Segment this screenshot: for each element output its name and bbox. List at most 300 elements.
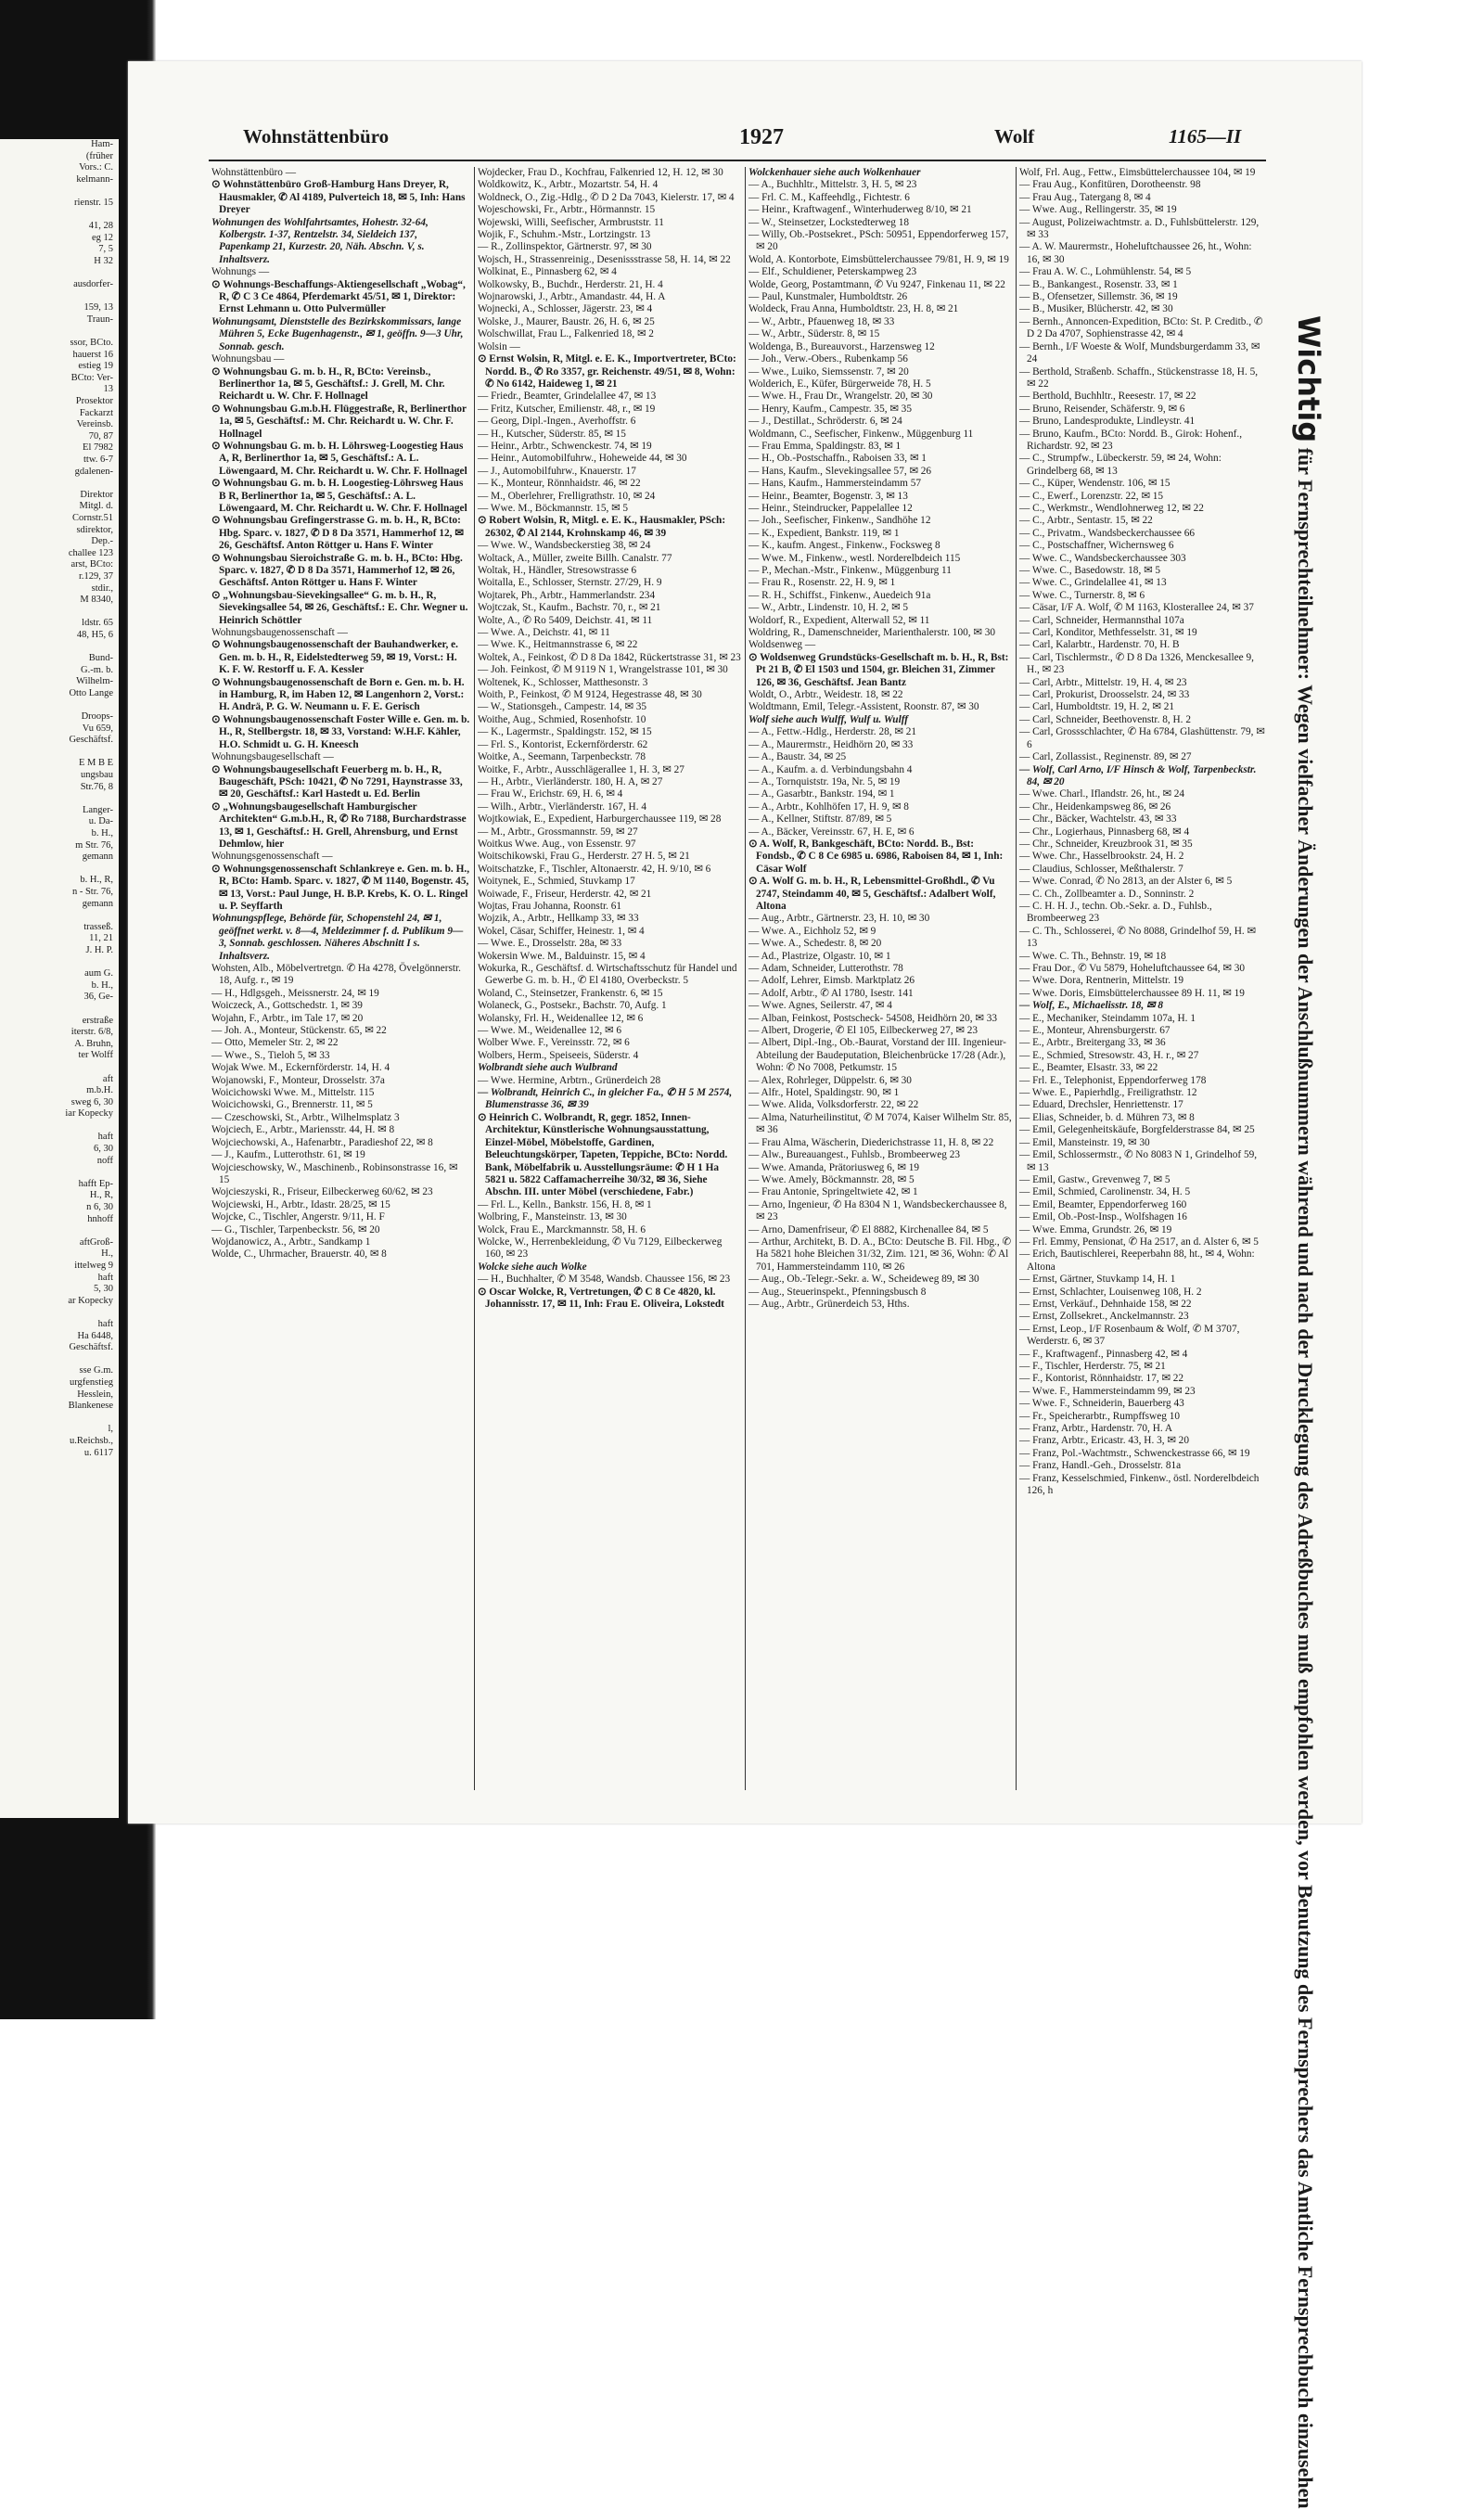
directory-entry: — Wilh., Arbtr., Vierländerstr. 167, H. 4 (478, 800, 647, 813)
directory-entry: — Wwe. E., Papierhdlg., Freiligrathstr. 12 (1019, 1087, 1197, 1099)
directory-entry: Wojnecki, A., Schlosser, Jägerstr. 23, ✉ 4 (478, 303, 653, 315)
directory-entry: — August, Polizeiwachtmstr. a. D., Fuhlsbüttelerstr. 129, ✉ 33 (1019, 216, 1260, 241)
prev-page-line: gdalenen- (74, 466, 113, 477)
directory-entry: — M., Oberlehrer, Frelligrathstr. 10, ✉ 24 (478, 490, 656, 502)
prev-page-line: haft (97, 1132, 113, 1143)
directory-entry: — A., Baustr. 34, ✉ 25 (748, 751, 847, 763)
directory-entry: — Wwe. M., Böckmannstr. 15, ✉ 5 (478, 502, 629, 514)
prev-page-line: u. Da- (88, 816, 113, 827)
directory-entry: Wolf siehe auch Wulff, Wulf u. Wulff (748, 713, 909, 725)
directory-entry: — Heinr., Kraftwagenf., Winterhuderweg 8/10, ✉ 21 (748, 204, 972, 216)
directory-entry: — Wwe. Charl., Iflandstr. 26, ht., ✉ 24 (1019, 788, 1185, 800)
directory-entry: — Wwe., S., Tieloh 5, ✉ 33 (211, 1049, 330, 1061)
directory-entry: — E., Arbtr., Breitergang 33, ✉ 36 (1019, 1037, 1166, 1049)
prev-page-line (4, 186, 119, 198)
directory-entry: — Wwe. C., Wandsbeckerchaussee 303 (1019, 552, 1186, 564)
directory-entry: Wokurka, R., Geschäftsf. d. Wirtschaftsschutz für Handel und Gewerbe G. m. b. H., ✆ El 4180, Overbeckstr. 5 (478, 963, 737, 987)
directory-entry: — Hans, Kaufm., Slevekingsallee 57, ✉ 26 (748, 465, 932, 477)
directory-entry: — Georg, Dipl.-Ingen., Averhoffstr. 6 (478, 416, 636, 428)
directory-entry: Wohnstättenbüro — (211, 167, 297, 178)
directory-entry: Woiwade, F., Friseur, Herderstr. 42, ✉ 21 (478, 888, 652, 900)
directory-entry: ⊙ Wohnungs-Beschaffungs-Aktiengesellschaft „Wobag“, R, ✆ C 3 Ce 4864, Pferdemarkt 45/51, ✉ 1, Direktor: Ernst Lehmann u. Otto Pulvermüller (211, 278, 466, 315)
directory-entry: — Bernh., I/F Woeste & Wolf, Mundsburgerdamm 33, ✉ 24 (1019, 340, 1260, 365)
prev-page-line: arst, BCto: (70, 559, 113, 570)
prev-page-line: hauerst 16 (72, 349, 113, 360)
prev-page-line: 5, 30 (94, 1284, 113, 1295)
header-rule (209, 160, 1266, 161)
directory-entry: Wolbring, F., Mansteinstr. 13, ✉ 30 (478, 1211, 627, 1223)
directory-entry: — Franz, Handl.-Geh., Drosselstr. 81a (1019, 1460, 1182, 1472)
directory-entry: ⊙ Wohnungsbau G.m.b.H. Flüggestraße, R, Berlinerthor 1a, ✉ 5, Geschäftsf.: M. Chr. Reichardt u. W. Chr. F. Hollnagel (211, 403, 467, 440)
directory-entry: — Wolf, Carl Arno, I/F Hinsch & Wolf, Tarpenbeckstr. 84, ✉ 20 (1019, 763, 1257, 787)
directory-entry: — Fr., Speicherarbtr., Rumpffsweg 10 (1019, 1410, 1180, 1422)
directory-entry: — Alma, Naturheilinstitut, ✆ M 7074, Kaiser Wilhelm Str. 85, ✉ 36 (748, 1111, 1012, 1136)
directory-entry: Woitynek, E., Schmied, Stuvkamp 17 (478, 876, 635, 888)
directory-entry: — Wwe. Conrad, ✆ No 2813, an der Alster 6, ✉ 5 (1019, 876, 1233, 888)
directory-entry: Wolaneck, G., Postsekr., Bachstr. 70, Aufg. 1 (478, 1000, 667, 1012)
header-page-number: 1165—II (1169, 125, 1242, 147)
prev-page-line: ausdorfer- (73, 279, 113, 290)
directory-entry: Wohnungsbaugenossenschaft — (211, 627, 348, 639)
directory-entry: Wolkowsky, B., Buchdr., Herderstr. 21, H. 4 (478, 278, 663, 290)
directory-entry: ⊙ „Wohnungsbaugesellschaft Hamburgischer Architekten“ G.m.b.H., R, ✆ Ro 7188, Burchardstrasse 13, ✉ 1, Geschäftsf.: H. Grell, Ahrensburg, und Ernst Dehmlow, hier (211, 800, 467, 850)
prev-page-line (4, 1062, 119, 1074)
directory-entry: ⊙ Wohnungsbau G. m. b. H. Löhrsweg-Loogestieg Haus A, R, Berlinerthor 1a, ✉ 5, Geschäftsf.: A. L. Löwengaard, M. Chr. Reichardt u. W. Chr. F. Hollnagel (211, 440, 467, 477)
directory-entry: — Willy, Ob.-Postsekret., PSch: 50951, Eppendorferweg 157, ✉ 20 (748, 229, 1009, 253)
directory-entry: Wolcke, W., Herrenbekleidung, ✆ Vu 7129, Eilbeckerweg 160, ✉ 23 (478, 1235, 723, 1261)
prev-page-line: n 6, 30 (86, 1202, 113, 1213)
directory-entry: Wojciewski, H., Arbtr., Idastr. 28/25, ✉ 15 (211, 1198, 390, 1210)
directory-entry: — Wwe. K., Heitmannstrasse 6, ✉ 22 (478, 639, 638, 651)
directory-entry: — H., Buchhalter, ✆ M 3548, Wandsb. Chaussee 156, ✉ 23 (478, 1274, 731, 1286)
directory-entry: Wojik, F., Schuhm.-Mstr., Lortzingstr. 13 (478, 229, 651, 241)
directory-entry: ⊙ Ernst Wolsin, R, Mitgl. e. E. K., Importvertreter, BCto: Nordd. B., ✆ Ro 3357, gr. Reichenstr. 49/51, ✉ 8, Wohn: ✆ No 6142, Haideweg 1, ✉ 21 (478, 353, 736, 390)
prev-page-line (4, 291, 119, 303)
directory-entry: — Cäsar, I/F A. Wolf, ✆ M 1163, Klosterallee 24, ✉ 37 (1019, 602, 1254, 614)
directory-entry: — Wwe. Emma, Grundstr. 26, ✉ 19 (1019, 1223, 1172, 1235)
directory-entry: — Emil, Beamter, Eppendorferweg 160 (1019, 1198, 1187, 1210)
prev-page-line: trasseß. (83, 921, 113, 932)
directory-entry: Woltek, A., Feinkost, ✆ D 8 Da 1842, Rückertstrasse 31, ✉ 23 (478, 651, 741, 663)
prev-page-line: 36, Ge- (83, 992, 113, 1003)
directory-entry: Wojcieschowsky, W., Maschinenb., Robinsonstrasse 16, ✉ 15 (211, 1161, 458, 1185)
prev-page-line: b. H., R, (80, 875, 113, 886)
directory-entry: Wohnungen des Wohlfahrtsamtes, Hohestr. 32-64, Kolbergstr. 1-37, Rentzelstr. 34, Sieldeich 137, Papenkamp 21, Kurzestr. 20, Näh. Abschn. V, s. Inhaltsverz. (211, 216, 429, 265)
prev-page-line (4, 1004, 119, 1016)
prev-page-line: m.b.H. (86, 1085, 113, 1096)
directory-entry: — Frau R., Rosenstr. 22, H. 9, ✉ 1 (748, 577, 896, 589)
directory-entry: — Chr., Schneider, Kreuzbrook 31, ✉ 35 (1019, 838, 1193, 850)
prev-page-line (4, 268, 119, 280)
directory-entry: — Wwe. A., Schedestr. 8, ✉ 20 (748, 938, 882, 950)
directory-entry: — C., Werkmstr., Wendlohnerweg 12, ✉ 22 (1019, 502, 1204, 514)
directory-entry: — Frau Emma, Spaldingstr. 83, ✉ 1 (748, 440, 902, 452)
directory-entry: — Carl, Zollassist., Reginenstr. 89, ✉ 27 (1019, 751, 1192, 763)
directory-entry: — Paul, Kunstmaler, Humboldtstr. 26 (748, 291, 908, 303)
directory-entry: ⊙ A. Wolf, R, Bankgeschäft, BCto: Nordd. B., Bst: Fondsb., ✆ C 8 Ce 6985 u. 6986, Raboisen 84, ✉ 1, Inh: Cäsar Wolf (748, 838, 1004, 875)
directory-entry: — Wolf, E., Michaelisstr. 18, ✉ 8 (1019, 1000, 1163, 1012)
directory-entry: — Aug., Arbtr., Grünerdeich 53, Hths. (748, 1298, 910, 1310)
prev-page-line: Droops- (81, 711, 113, 723)
directory-entry: — Wwe. E., Drosselstr. 28a, ✉ 33 (478, 938, 622, 950)
directory-entry: — Carl, Prokurist, Droosselstr. 24, ✉ 33 (1019, 689, 1190, 701)
directory-entry: — Ernst, Leop., I/F Rosenbaum & Wolf, ✆ M 3707, Werderstr. 6, ✉ 37 (1019, 1323, 1240, 1348)
side-notice (1271, 315, 1326, 2509)
side-notice-text: für Fernsprechteilnehmer: Wegen vielfacher Änderungen der Anschlußnummern während und nach der Drucklegung des Adreßbuches muß empfohlen werden, vor Benutzung des Fernsprechers das Amtliche Fernsprechbuch einzusehen (1294, 447, 1317, 2509)
directory-entry: — F., Kontorist, Rönnhaidstr. 17, ✉ 22 (1019, 1373, 1184, 1385)
directory-entry: — Frau Aug., Konfitüren, Dorotheenstr. 98 (1019, 179, 1201, 191)
prev-page-line: 7, 5 (98, 244, 113, 255)
directory-entry: — Wwe. Doris, Eimsbüttelerchaussee 89 H. 11, ✉ 19 (1019, 987, 1245, 999)
directory-entry: Wolf, Frl. Aug., Fettw., Eimsbüttelerchaussee 104, ✉ 19 (1019, 167, 1256, 178)
prev-page-line: eg 12 (91, 232, 113, 243)
directory-entry: ⊙ Wohnungsbaugesellschaft Feuerberg m. b. H., R, Baugeschäft, PSch: 10421, ✆ No 7291, Haynstrasse 33, ✉ 20, Geschäftsf.: Karl Hastedt u. Ed. Berlin (211, 763, 463, 800)
directory-entry: — Aug., Steuerinspekt., Pfenningsbusch 8 (748, 1286, 927, 1298)
directory-entry: — Arthur, Architekt, B. D. A., BCto: Deutsche B. Fil. Hbg., ✆ Ha 5821 hohe Bleichen 31/32, Zim. 121, ✉ 36, Wohn: ✆ Al 701, Hammersteindamm 110, ✉ 26 (748, 1235, 1011, 1273)
prev-page-line: gemann (82, 851, 113, 863)
prev-page-line: Otto Lange (69, 687, 113, 698)
directory-entry: — Adolf, Lehrer, Eimsb. Marktplatz 26 (748, 975, 915, 987)
directory-entry: — Carl, Tischlermstr., ✆ D 8 Da 1326, Menckesallee 9, H., ✉ 23 (1019, 651, 1254, 676)
directory-entry: Wohnungsgenossenschaft — (211, 851, 333, 863)
directory-entry: — Franz, Kesselschmied, Finkenw., östl. Norderelbdeich 126, h (1019, 1472, 1260, 1497)
prev-page-line: hafft Ep- (78, 1178, 113, 1189)
directory-entry: — Emil, Schlossermstr., ✆ No 8083 N 1, Grindelhof 59, ✉ 13 (1019, 1149, 1258, 1173)
directory-entry: Wojzik, A., Arbtr., Hellkamp 33, ✉ 33 (478, 913, 639, 925)
directory-entry: Wokel, Cäsar, Schiffer, Heinestr. 1, ✉ 4 (478, 925, 645, 937)
directory-entry: — Wwe. Dora, Rentnerin, Mittelstr. 19 (1019, 975, 1184, 987)
directory-entry: Woldtmann, Emil, Telegr.-Assistent, Roonstr. 87, ✉ 30 (748, 701, 979, 713)
directory-entry: Wojcke, C., Tischler, Angerstr. 9/11, H. F (211, 1211, 385, 1223)
prev-page-line: Cornstr.51 (71, 513, 113, 523)
directory-entry: — Wwe. H., Frau Dr., Wrangelstr. 20, ✉ 30 (748, 390, 933, 403)
directory-entry: — Aug., Arbtr., Gärtnerstr. 23, H. 10, ✉ 30 (748, 913, 930, 925)
directory-entry: — Wwe. Alida, Volksdorferstr. 22, ✉ 22 (748, 1099, 919, 1111)
prev-page-line: r.129, 37 (78, 570, 113, 582)
directory-entry: — Wwe. Agnes, Seilerstr. 47, ✉ 4 (748, 1000, 892, 1012)
directory-entry: Wolck, Frau E., Marckmannstr. 58, H. 6 (478, 1223, 646, 1235)
prev-page-line (4, 700, 119, 712)
directory-entry: Wolte, A., ✆ Ro 5409, Deichstr. 41, ✉ 11 (478, 614, 653, 626)
directory-entry: — A., Gasarbtr., Bankstr. 194, ✉ 1 (748, 788, 895, 800)
prev-page-line: ittelweg 9 (74, 1261, 113, 1271)
prev-page-line: J. H. P. (85, 944, 113, 955)
directory-entry: — Arno, Damenfriseur, ✆ El 8882, Kirchenallee 84, ✉ 5 (748, 1223, 989, 1235)
directory-entry: — Ernst, Zollsekret., Anckelmannstr. 23 (1019, 1311, 1189, 1323)
directory-entry: Wolansky, Frl. H., Weidenallee 12, ✉ 6 (478, 1012, 644, 1024)
prev-page-line: Vu 659, (82, 723, 113, 734)
directory-entry: Woitkus Wwe. Aug., von Essenstr. 97 (478, 838, 636, 850)
directory-entry: — J., Automobilfuhrw., Knauerstr. 17 (478, 465, 636, 477)
directory-entry: — Emil, Mansteinstr. 19, ✉ 30 (1019, 1136, 1150, 1148)
prev-page-line: H., (101, 1248, 113, 1260)
directory-entry: — Alfr., Hotel, Spaldingstr. 90, ✉ 1 (748, 1087, 900, 1099)
directory-entry: — W., Arbtr., Lindenstr. 10, H. 2, ✉ 5 (748, 602, 909, 614)
directory-entry: — Czeschowski, St., Arbtr., Wilhelmsplatz 3 (211, 1111, 400, 1123)
directory-entry: Wojanowski, F., Monteur, Drosselstr. 37a (211, 1074, 385, 1086)
prev-page-line (4, 793, 119, 805)
directory-entry: Wojtczak, St., Kaufm., Bachstr. 70, r., ✉ 21 (478, 602, 661, 614)
directory-entry: — Carl, Kalarbtr., Hardenstr. 70, H. B (1019, 639, 1180, 651)
directory-entry: — Wwe. C., Turnerstr. 8, ✉ 6 (1019, 589, 1145, 601)
directory-entry: — Arno, Ingenieur, ✆ Ha 8304 N 1, Wandsbeckerchaussee 8, ✉ 23 (748, 1198, 1007, 1223)
directory-entry: — Carl, Grossschlachter, ✆ Ha 6784, Glashüttenstr. 79, ✉ 6 (1019, 726, 1265, 750)
directory-entry: Woltak, H., Händler, Stresowstrasse 6 (478, 565, 637, 576)
directory-entry: Woldeck, Frau Anna, Humboldtstr. 23, H. 8, ✉ 21 (748, 303, 959, 315)
directory-entry: — Elias, Schneider, b. d. Mühren 73, ✉ 8 (1019, 1111, 1195, 1123)
directory-entry: — Erich, Bautischlerei, Reeperbahn 88, ht., ✉ 4, Wohn: Altona (1019, 1248, 1255, 1273)
directory-entry: — Berthold, Straßenb. Schaffn., Stückenstrasse 18, H. 5, ✉ 22 (1019, 365, 1259, 390)
directory-entry: — Emil, Ob.-Post-Insp., Wolfshagen 16 (1019, 1211, 1187, 1223)
directory-entry: Wojtas, Frau Johanna, Roonstr. 61 (478, 900, 622, 912)
prev-page-line: ttw. 6-7 (83, 454, 113, 466)
header-left: Wohnstättenbüro (243, 125, 390, 147)
directory-entry: Wolske, J., Maurer, Baustr. 26, H. 6, ✉ 25 (478, 315, 655, 327)
directory-entry: — Alban, Feinkost, Postscheck- 54508, Heidhörn 20, ✉ 33 (748, 1012, 998, 1024)
directory-entry: — Wolbrandt, Heinrich C., in gleicher Fa., ✆ H 5 M 2574, Blumenstrasse 36, ✉ 39 (478, 1087, 733, 1111)
directory-entry: — E., Monteur, Ahrensburgerstr. 67 (1019, 1025, 1171, 1037)
directory-entry: — Chr., Heidenkampsweg 86, ✉ 26 (1019, 800, 1171, 813)
directory-entry: — C., Ewerf., Lorenzstr. 22, ✉ 15 (1019, 490, 1164, 502)
directory-entry: Woitke, F., Arbtr., Ausschlägerallee 1, H. 3, ✉ 27 (478, 763, 684, 775)
directory-entry: — A., Fettw.-Hdlg., Herderstr. 28, ✉ 21 (748, 726, 916, 738)
prev-page-line: Bund- (88, 653, 113, 664)
prev-page-line (4, 747, 119, 759)
prev-page-line (4, 864, 119, 876)
prev-page-line: 48, H5, 6 (76, 629, 113, 640)
directory-entry: Woland, C., Steinsetzer, Frankenstr. 6, ✉ 15 (478, 987, 663, 999)
prev-page-line: sse G.m. (79, 1365, 113, 1376)
directory-entry: — Joh., Seefischer, Finkenw., Sandhöhe 12 (748, 515, 931, 527)
directory-entry: Wolderich, E., Küfer, Bürgerweide 78, H. 5 (748, 378, 931, 390)
directory-entry: — Frau Antonie, Springeltwiete 42, ✉ 1 (748, 1186, 918, 1198)
directory-entry: — Frau Alma, Wäscherin, Diederichstrasse 11, H. 8, ✉ 22 (748, 1136, 994, 1148)
directory-entry: — Franz, Arbtr., Ericastr. 43, H. 3, ✉ 20 (1019, 1435, 1189, 1447)
directory-entry: — Wwe. A., Eichholz 52, ✉ 9 (748, 925, 876, 937)
directory-entry: — A. W. Maurermstr., Hoheluftchaussee 26, ht., Wohn: 16, ✉ 30 (1019, 241, 1252, 265)
directory-entry: — F., Tischler, Herderstr. 75, ✉ 21 (1019, 1361, 1166, 1372)
directory-entry: Wolde, Georg, Postamtmann, ✆ Vu 9247, Finkenau 11, ✉ 22 (748, 278, 1005, 290)
directory-entry: — Aug., Ob.-Telegr.-Sekr. a. W., Scheideweg 89, ✉ 30 (748, 1274, 979, 1286)
side-notice-lead: Wichtig (1291, 315, 1326, 443)
directory-entry: ⊙ Wohnungsbau Grefingerstrasse G. m. b. H., R, BCto: Hbg. Sparc. v. 1827, ✆ D 8 Da 3571, Hammerhof 12, ✉ 26, Geschäftsf. Anton Röttger u. Hans F. Winter (211, 515, 464, 552)
directory-entry: — Emil, Schmied, Carolinenstr. 34, H. 5 (1019, 1186, 1191, 1198)
column-4 (1017, 167, 1269, 1790)
directory-entry: — Heinr., Automobilfuhrw., Hoheweide 44, ✉ 30 (478, 453, 687, 465)
directory-entry: — C. Th., Schlosserei, ✆ No 8088, Grindelhof 59, H. ✉ 13 (1019, 925, 1256, 950)
directory-entry: Wolckenhauer siehe auch Wolkenhauer (748, 167, 921, 178)
directory-entry: — W., Arbtr., Süderstr. 8, ✉ 15 (748, 328, 880, 340)
prev-page-line: Geschäftsf. (69, 735, 113, 746)
directory-entry: — Wwe. C., Grindelallee 41, ✉ 13 (1019, 577, 1167, 589)
directory-entry: — Frau Dor., ✆ Vu 5879, Hoheluftchaussee 64, ✉ 30 (1019, 963, 1246, 974)
directory-entry: — Chr., Logierhaus, Pinnasberg 68, ✉ 4 (1019, 826, 1190, 838)
directory-entry: ⊙ Oscar Wolcke, R, Vertretungen, ✆ C 8 Ce 4820, kl. Johannisstr. 17, ✉ 11, Inh: Frau E. Oliveira, Lokstedt (478, 1286, 724, 1310)
prev-page-line: Prosektor (75, 396, 113, 407)
directory-entry: — J., Destillat., Schröderstr. 6, ✉ 24 (748, 416, 902, 428)
directory-entry: Wojahn, F., Arbtr., im Tale 17, ✉ 20 (211, 1012, 364, 1024)
directory-entry: — H., Kutscher, Süderstr. 85, ✉ 15 (478, 428, 626, 440)
directory-entry: — Ernst, Schlachter, Louisenweg 108, H. 2 (1019, 1286, 1202, 1298)
prev-page-line: Fackarzt (79, 407, 113, 418)
prev-page-line: aftGroß- (79, 1236, 113, 1248)
prev-page-line: E M B E (78, 758, 113, 769)
directory-entry: — A., Maurermstr., Heidhörn 20, ✉ 33 (748, 738, 914, 750)
directory-entry: ⊙ Heinrich C. Wolbrandt, R, gegr. 1852, Innen-Architektur, Künstlerische Wohnungsausstattung, Einzel-Möbel, Möbelstoffe, Gardinen, Beleuchtungskörper, Tapeten, Teppiche, BCto: Nordd. Bank, Möbelfabrik u. Ausstellungsräume: ✆ H 1 Ha 5821 u. 5822 Caffamacherreihe 30/32, ✉ 36, Siehe Abschn. III. unter Möbel (verschiedene, Fabr.) (478, 1111, 728, 1198)
directory-entry: — J., Kaufm., Lutterothstr. 61, ✉ 19 (211, 1149, 365, 1161)
prev-page-line: u.Reichsb., (70, 1435, 113, 1446)
directory-entry: ⊙ Wohnungsbaugenossenschaft der Bauhandwerker, e. Gen. m. b. H., R, Eidelstedterweg 59, ✉ 19, Vorst.: H. K. F. W. Restorff u. F. A. Kessler (211, 639, 459, 676)
prev-page-line: l, (108, 1424, 113, 1435)
prev-page-line: ar Kopecky (68, 1295, 113, 1306)
directory-entry: — E., Beamter, Elsastr. 33, ✉ 22 (1019, 1062, 1158, 1074)
prev-page-line (4, 1225, 119, 1237)
directory-entry: — Franz, Pol.-Wachtmstr., Schwenckestrasse 66, ✉ 19 (1019, 1447, 1250, 1459)
directory-entry: — Eduard, Drechsler, Henriettenstr. 17 (1019, 1099, 1183, 1111)
directory-entry: — Adam, Schneider, Lutterothstr. 78 (748, 963, 903, 974)
directory-entry: — Frl. E., Telephonist, Eppendorferweg 178 (1019, 1074, 1207, 1086)
directory-entry: — E., Schmied, Stresowstr. 43, H. r., ✉ 27 (1019, 1049, 1199, 1061)
prev-page-line: Geschäftsf. (69, 1342, 113, 1353)
prev-page-line: iterstr. 6/8, (70, 1027, 113, 1038)
directory-entry: ⊙ Wohnungsbau G. m. b. H. Loogestieg-Löhrsweg Haus B R, Berlinerthor 1a, ✉ 5, Geschäftsf.: A. L. Löwengaard, M. Chr. Reichardt u. W. Chr. F. Hollnagel (211, 478, 467, 514)
directory-entry: — C., Küper, Wendenstr. 106, ✉ 15 (1019, 478, 1171, 490)
directory-entry: — Adolf, Arbtr., ✆ Al 1780, Isestr. 141 (748, 987, 914, 999)
directory-entry: — Ad., Plastrize, Olgastr. 10, ✉ 1 (748, 950, 891, 962)
directory-entry: ⊙ Wohnstättenbüro Groß-Hamburg Hans Dreyer, R, Hausmakler, ✆ Al 4189, Pulverteich 18, ✉ 5, Inh: Hans Dreyer (211, 179, 466, 216)
prev-page-line: Hesslein, (77, 1389, 113, 1400)
directory-entry: — W., Stationsgeh., Campestr. 14, ✉ 35 (478, 701, 647, 713)
prev-page-line: b. H., (91, 828, 113, 839)
directory-entry: — R. H., Schiffst., Finkenw., Auedeich 91a (748, 589, 931, 601)
prev-page-line (4, 326, 119, 339)
prev-page-line: b. H., (91, 979, 113, 991)
directory-entry: — Carl, Humboldtstr. 19, H. 2, ✉ 21 (1019, 701, 1174, 713)
directory-entry: — Frl. L., Kelln., Bankstr. 156, H. 8, ✉ 1 (478, 1198, 652, 1210)
directory-entry: — M., Arbtr., Grossmannstr. 59, ✉ 27 (478, 826, 638, 838)
prev-page-line: haft (97, 1272, 113, 1283)
directory-entry: — Frl. Emmy, Pensionat, ✆ Ha 2517, an d. Alster 6, ✉ 5 (1019, 1235, 1259, 1248)
directory-entry: Wohnungspflege, Behörde für, Schopenstehl 24, ✉ 1, geöffnet werkt. v. 8—4, Meldezimmer f. d. Publikum 9—3, Sonnab. geschlossen. Näheres Abschnitt I s. Inhaltsverz. (211, 913, 464, 962)
directory-entry: Woldenga, B., Bureauvorst., Harzensweg 12 (748, 340, 935, 352)
directory-entry: — C., Strumpfw., Lübeckerstr. 59, ✉ 24, Wohn: Grindelberg 68, ✉ 13 (1019, 453, 1222, 477)
directory-entry: Woitke, A., Seemann, Tarpenbeckstr. 78 (478, 751, 646, 763)
directory-entry: Wohsten, Alb., Möbelvertretgn. ✆ Ha 4278, Övelgönnerstr. 18, Aufg. r., ✉ 19 (211, 963, 461, 987)
directory-entry: — G., Tischler, Tarpenbeckstr. 56, ✉ 20 (211, 1223, 380, 1235)
prev-page-line: 159, 13 (83, 302, 113, 314)
directory-entry: — A., Bäcker, Vereinsstr. 67, H. E, ✉ 6 (748, 826, 915, 838)
prev-page-line: BCto: Ver- (70, 372, 113, 383)
prev-page-line: challee 123 (68, 547, 113, 558)
prev-page-line: Direktor (80, 489, 113, 500)
directory-entry: — F., Kraftwagenf., Pinnasberg 42, ✉ 4 (1019, 1348, 1188, 1360)
directory-entry: — W., Steinsetzer, Lockstedterweg 18 (748, 216, 910, 228)
directory-entry: — Heinr., Arbtr., Schwenckestr. 74, ✉ 19 (478, 440, 652, 452)
directory-entry: Wolschwillat, Frau L., Falkenried 18, ✉ 2 (478, 328, 654, 340)
directory-entry: — K., Monteur, Rönnhaidstr. 46, ✉ 22 (478, 478, 641, 490)
directory-entry: — Wwe. W., Wandsbeckerstieg 38, ✉ 24 (478, 540, 651, 552)
prev-page-line (4, 1354, 119, 1366)
prev-page-line: M 8340, (80, 595, 113, 606)
directory-entry: — Wwe. M., Finkenw., westl. Norderelbdeich 115 (748, 552, 961, 564)
directory-entry: Wohnungs — (211, 266, 270, 278)
directory-entry: — Frl. C. M., Kaffeehdlg., Fichtestr. 6 (748, 191, 910, 203)
directory-entry: — Wwe. F., Hammersteindamm 99, ✉ 23 (1019, 1385, 1196, 1397)
prev-page-line: urgfenstieg (69, 1376, 113, 1388)
directory-entry: — Carl, Konditor, Methfesselstr. 31, ✉ 19 (1019, 627, 1197, 639)
directory-entry: — E., Mechaniker, Steindamm 107a, H. 1 (1019, 1012, 1196, 1024)
prev-page-line (4, 1167, 119, 1179)
directory-entry: Wold, A. Kontorbote, Eimsbüttelerchaussee 79/81, H. 9, ✉ 19 (748, 253, 1009, 265)
prev-page-line: El 7982 (83, 442, 113, 454)
directory-entry: — Carl, Schneider, Beethovenstr. 8, H. 2 (1019, 713, 1191, 725)
prev-page-line: iar Kopecky (65, 1108, 113, 1120)
directory-entry: — H., Hdlgsgeh., Meissnerstr. 24, ✉ 19 (211, 987, 379, 999)
directory-entry: — W., Arbtr., Pfauenweg 18, ✉ 33 (748, 315, 895, 327)
directory-entry: — Wwe. Chr., Hasselbrookstr. 24, H. 2 (1019, 851, 1184, 863)
directory-entry: ⊙ Wohnungsbaugenossenschaft Foster Wille e. Gen. m. b. H., R, Stellbergstr. 18, ✉ 33, Vorstand: W.H.F. Kähler, H.O. Schmidt u. G. H. Kneesch (211, 713, 470, 750)
prev-page-line: 11, 21 (89, 933, 113, 944)
directory-entry: Wojeschowski, Fr., Arbtr., Hörmannstr. 15 (478, 204, 656, 216)
directory-entry: Wohnungsamt, Dienststelle des Bezirkskommissars, lange Mühren 5, Ecke Bugenhagenstr., ✉ 1, geöffn. 9—3 Uhr, Sonnab. gesch. (211, 315, 464, 352)
directory-entry: Woltenek, K., Schlosser, Matthesonstr. 3 (478, 676, 648, 688)
directory-entry: Woldneck, O., Zig.-Hdlg., ✆ D 2 Da 7043, Kielerstr. 17, ✉ 4 (478, 191, 735, 203)
prev-page-line: ungsbau (81, 770, 113, 781)
prev-page-line: Mitgl. d. (79, 501, 113, 512)
directory-entry: Wolcke siehe auch Wolke (478, 1261, 587, 1273)
directory-entry: Wojciech, E., Arbtr., Mariensstr. 44, H. ✉ 8 (211, 1124, 395, 1136)
prev-page-line (4, 1307, 119, 1319)
column-2 (475, 167, 744, 1790)
directory-entry: — Carl, Arbtr., Mittelstr. 19, H. 4, ✉ 23 (1019, 676, 1187, 688)
directory-entry: — Wwe. C. Th., Behnstr. 19, ✉ 18 (1019, 950, 1167, 962)
directory-entry: — Albert, Dipl.-Ing., Ob.-Baurat, Vorstand der III. Ingenieur-Abteilung der Baudeputation, Bleichenbrücke 17/28 (Adr.), Wohn: ✆ No 7008, Petkumstr. 15 (748, 1037, 1006, 1074)
directory-entry: Wojsch, H., Strassenreinig., Desenissstrasse 58, H. 14, ✉ 22 (478, 253, 731, 265)
directory-entry: — Elf., Schuldiener, Peterskampweg 23 (748, 266, 917, 278)
directory-entry: Woldkowitz, K., Arbtr., Mozartstr. 54, H. 4 (478, 179, 659, 191)
prev-page-line: rienstr. 15 (74, 197, 113, 208)
directory-entry: — Franz, Arbtr., Hardenstr. 70, H. A (1019, 1423, 1173, 1435)
directory-entry: — Berthold, Buchhltr., Reesestr. 17, ✉ 22 (1019, 390, 1196, 403)
directory-entry: — Joh. A., Monteur, Stückenstr. 65, ✉ 22 (211, 1025, 387, 1037)
directory-entry: — Wwe. Aug., Rellingerstr. 35, ✉ 19 (1019, 204, 1177, 216)
directory-entry: — Fritz, Kutscher, Emilienstr. 48, r., ✉ 19 (478, 403, 656, 415)
prev-page-line (4, 607, 119, 619)
directory-entry: — Alw., Bureauangest., Fuhlsb., Brombeerweg 23 (748, 1149, 960, 1161)
prev-page-line: u. 6117 (83, 1447, 113, 1458)
directory-entry: — R., Zollinspektor, Gärtnerstr. 97, ✉ 30 (478, 241, 652, 253)
directory-entry: — B., Musiker, Blücherstr. 42, ✉ 30 (1019, 303, 1173, 315)
directory-entry: Wolber Wwe. F., Vereinsstr. 72, ✉ 6 (478, 1037, 630, 1049)
directory-entry: — H., Ob.-Postschaffn., Raboisen 33, ✉ 1 (748, 453, 927, 465)
directory-entry: — Heinr., Beamter, Bogenstr. 3, ✉ 13 (748, 490, 908, 502)
directory-entry: Wojcieszyski, R., Friseur, Eilbeckerweg 60/62, ✉ 23 (211, 1186, 433, 1198)
directory-entry: Woitschatzke, F., Tischler, Altonaerstr. 42, H. 9/10, ✉ 6 (478, 863, 711, 875)
directory-entry: — P., Mechan.-Mstr., Finkenw., Müggenburg 11 (748, 565, 952, 576)
directory-entry: ⊙ A. Wolf G. m. b. H., R, Lebensmittel-Großhdl., ✆ Vu 2747, Steindamm 40, ✉ 5, Geschäftsf.: Adalbert Wolf, Altona (748, 876, 996, 912)
prev-page-line: Blankenese (68, 1401, 113, 1412)
prev-page-line: 13 (103, 384, 113, 395)
prev-page-line: ssor, BCto. (70, 338, 113, 349)
directory-entry: — A., Buchhltr., Mittelstr. 3, H. 5, ✉ 23 (748, 179, 917, 191)
prev-page-line: ter Wolff (78, 1050, 113, 1061)
prev-page-line: ldstr. 65 (82, 618, 113, 629)
prev-page-line: erstraße (82, 1015, 113, 1026)
prev-page-line (4, 1413, 119, 1425)
directory-entry: — Claudius, Schlosser, Meßthalerstr. 7 (1019, 863, 1183, 875)
directory-entry: — Bruno, Reisender, Schäferstr. 9, ✉ 6 (1019, 403, 1185, 415)
directory-entry: — C., Privatm., Wandsbeckerchaussee 66 (1019, 527, 1196, 539)
